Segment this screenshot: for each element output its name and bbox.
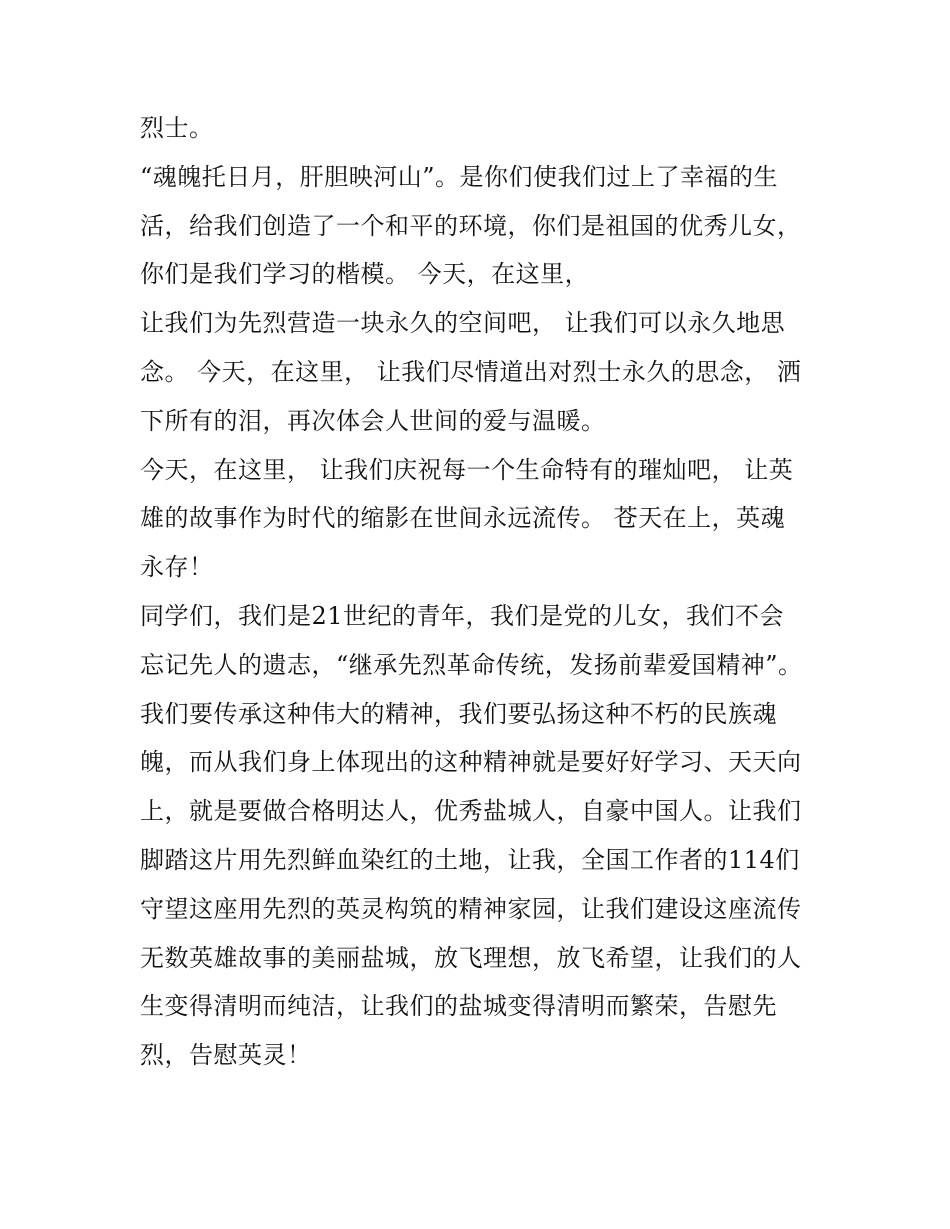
text-line: 魄，而从我们身上体现出的这种精神就是要好好学习、天天向	[140, 748, 802, 777]
text-line: 活，给我们创造了一个和平的环境，你们是祖国的优秀儿女，	[140, 211, 802, 240]
text-line: 今天，在这里， 让我们庆祝每一个生命特有的璀灿吧， 让英	[140, 455, 794, 484]
text-line: 烈，告慰英灵！	[140, 1041, 312, 1070]
text-line: 念。 今天，在这里， 让我们尽情道出对烈士永久的思念， 洒	[140, 357, 802, 386]
text-line: 脚踏这片用先烈鲜血染红的土地，让我，全国工作者的114们	[140, 845, 800, 874]
text-line: 你们是我们学习的楷模。 今天，在这里，	[140, 260, 590, 289]
text-line: 生变得清明而纯洁，让我们的盐城变得清明而繁荣，告慰先	[140, 992, 777, 1021]
text-line: 忘记先人的遗志，“继承先烈革命传统，发扬前辈爱国精神”。	[140, 650, 803, 679]
text-line: 烈士。	[140, 114, 214, 142]
text-line: 同学们，我们是21世纪的青年，我们是党的儿女，我们不会	[140, 601, 785, 630]
text-line: 永存！	[140, 553, 214, 582]
text-line: 让我们为先烈营造一块永久的空间吧， 让我们可以永久地思	[140, 309, 786, 338]
text-line: 守望这座用先烈的英灵构筑的精神家园，让我们建设这座流传	[140, 894, 802, 923]
text-line: 上，就是要做合格明达人，优秀盐城人，自豪中国人。让我们	[140, 797, 802, 826]
text-line: 下所有的泪，再次体会人世间的爱与温暖。	[140, 406, 606, 435]
text-line: “魂魄托日月，肝胆映河山”。是你们使我们过上了幸福的生	[140, 162, 779, 191]
body-text	[140, 104, 820, 1080]
text-line: 我们要传承这种伟大的精神，我们要弘扬这种不朽的民族魂	[140, 699, 777, 728]
text-line: 无数英雄故事的美丽盐城，放飞理想，放飞希望，让我们的人	[140, 943, 802, 972]
text-line: 雄的故事作为时代的缩影在世间永远流传。 苍天在上，英魂	[140, 504, 786, 533]
